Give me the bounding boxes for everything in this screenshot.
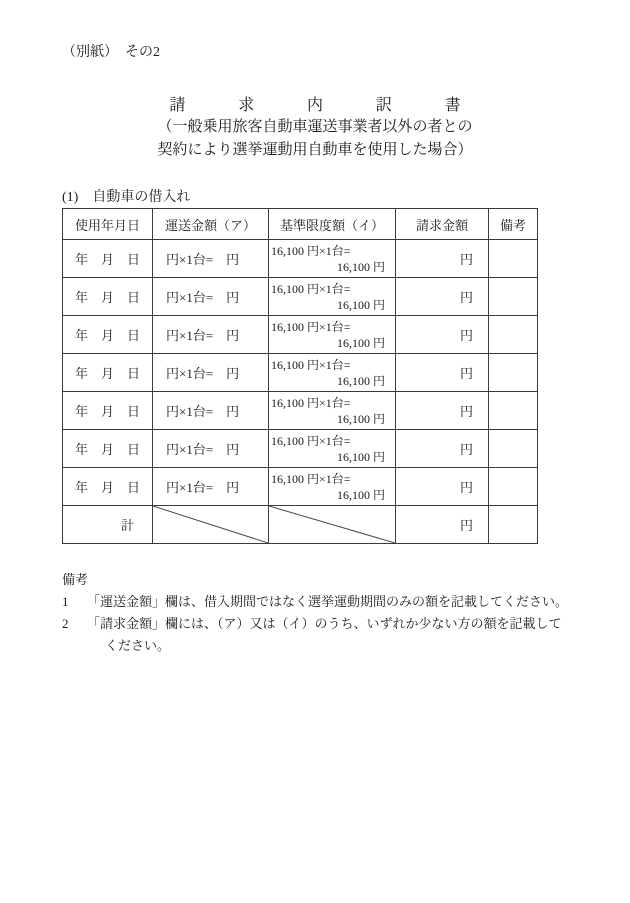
total-row [63, 506, 538, 544]
transport-amount-cell: 円×1台= 円 [153, 354, 269, 392]
limit-result: 16,100 円 [336, 487, 385, 502]
subtitle-line-1: （一般乗用旅客自動車運送事業者以外の者との [157, 119, 473, 135]
note-text-line-2: ください。 [105, 638, 171, 653]
remarks-cell [489, 316, 538, 354]
remarks-cell [489, 430, 538, 468]
claim-amount-cell: 円 [396, 468, 489, 506]
attachment-label: （別紙） その2 [62, 45, 160, 60]
claim-amount-cell: 円 [396, 430, 489, 468]
section-heading: (1) 自動車の借入れ [62, 190, 191, 205]
limit-formula: 16,100 円×1台= [271, 319, 351, 334]
standard-limit-cell [269, 430, 396, 468]
limit-result: 16,100 円 [336, 411, 385, 426]
transport-amount-cell: 円×1台= 円 [153, 430, 269, 468]
use-date-cell: 年 月 日 [63, 430, 153, 468]
notes-title: 備考 [62, 572, 89, 587]
transport-amount-cell: 円×1台= 円 [153, 392, 269, 430]
remarks-cell [489, 506, 538, 544]
total-label-cell: 計 [63, 506, 153, 544]
table-row [63, 392, 538, 430]
remarks-cell [489, 354, 538, 392]
note-text: 「運送金額」欄は、借入期間ではなく選挙運動期間のみの額を記載してください。 [87, 594, 569, 609]
note-text-line-1: 「請求金額」欄には、（ア）又は（イ）のうち、いずれか少ない方の額を記載して [87, 616, 562, 631]
table-row [63, 468, 538, 506]
table-row [63, 430, 538, 468]
standard-limit-cell [269, 316, 396, 354]
standard-limit-cell [269, 278, 396, 316]
limit-result: 16,100 円 [336, 449, 385, 464]
document-subtitle [0, 116, 630, 162]
use-date-cell: 年 月 日 [63, 240, 153, 278]
table-row [63, 354, 538, 392]
note-item [62, 613, 584, 657]
header-transport-amount: 運送金額（ア） [153, 209, 269, 240]
standard-limit-cell [269, 468, 396, 506]
claim-amount-cell: 円 [396, 240, 489, 278]
limit-formula: 16,100 円×1台= [271, 281, 351, 296]
claim-amount-cell: 円 [396, 278, 489, 316]
transport-amount-cell: 円×1台= 円 [153, 468, 269, 506]
table-row [63, 316, 538, 354]
header-standard-limit: 基準限度額（イ） [269, 209, 396, 240]
remarks-cell [489, 240, 538, 278]
header-use-date: 使用年月日 [63, 209, 153, 240]
diagonal-strike-cell [269, 506, 396, 544]
subtitle-line-2: 契約により選挙運動用自動車を使用した場合） [157, 142, 473, 158]
claim-amount-cell: 円 [396, 316, 489, 354]
remarks-cell [489, 392, 538, 430]
diagonal-line [153, 506, 268, 543]
header-claim-amount: 請求金額 [396, 209, 489, 240]
transport-amount-cell: 円×1台= 円 [153, 278, 269, 316]
remarks-cell [489, 278, 538, 316]
note-number: 1 [62, 594, 69, 609]
limit-formula: 16,100 円×1台= [271, 471, 351, 486]
limit-result: 16,100 円 [336, 259, 385, 274]
table-row [63, 240, 538, 278]
remarks-cell [489, 468, 538, 506]
limit-formula: 16,100 円×1台= [271, 433, 351, 448]
limit-formula: 16,100 円×1台= [271, 357, 351, 372]
header-remarks: 備考 [489, 209, 538, 240]
standard-limit-cell [269, 354, 396, 392]
diagonal-line [269, 506, 395, 543]
billing-table [62, 208, 538, 544]
note-item [62, 591, 584, 613]
limit-result: 16,100 円 [336, 297, 385, 312]
limit-formula: 16,100 円×1台= [271, 243, 351, 258]
document-title: 請求内訳書 [169, 97, 514, 114]
note-number: 2 [62, 616, 69, 631]
standard-limit-cell [269, 392, 396, 430]
total-claim-cell: 円 [396, 506, 489, 544]
use-date-cell: 年 月 日 [63, 468, 153, 506]
standard-limit-cell [269, 240, 396, 278]
use-date-cell: 年 月 日 [63, 354, 153, 392]
claim-amount-cell: 円 [396, 354, 489, 392]
limit-formula: 16,100 円×1台= [271, 395, 351, 410]
table-header-row [63, 209, 538, 240]
notes-section [62, 569, 584, 657]
note-text [87, 613, 584, 657]
transport-amount-cell: 円×1台= 円 [153, 240, 269, 278]
use-date-cell: 年 月 日 [63, 392, 153, 430]
limit-result: 16,100 円 [336, 373, 385, 388]
use-date-cell: 年 月 日 [63, 278, 153, 316]
diagonal-strike-cell [153, 506, 269, 544]
claim-amount-cell: 円 [396, 392, 489, 430]
use-date-cell: 年 月 日 [63, 316, 153, 354]
table-row [63, 278, 538, 316]
transport-amount-cell: 円×1台= 円 [153, 316, 269, 354]
limit-result: 16,100 円 [336, 335, 385, 350]
